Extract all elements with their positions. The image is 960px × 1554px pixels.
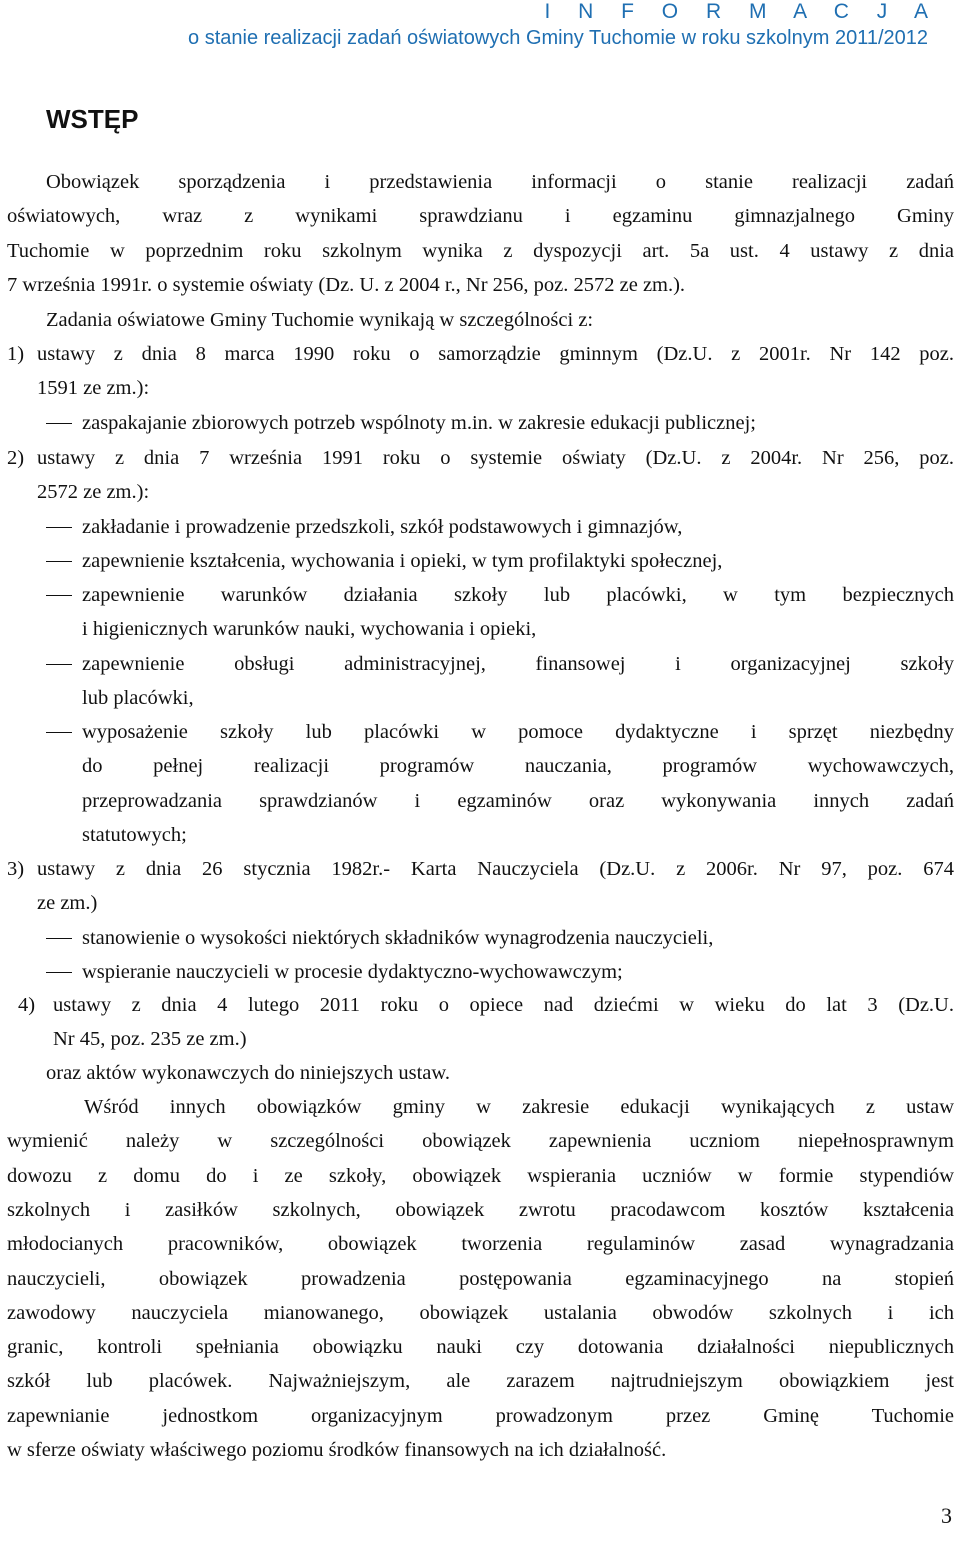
- list-item-text: ustawy z dnia 26 stycznia 1982r.- Karta Nauczyciela (Dz.U. z 2006r. Nr 97, poz. 674: [37, 858, 954, 880]
- dash-bullet-icon: [46, 595, 72, 596]
- list-item-text: ustawy z dnia 7 września 1991 roku o systemie oświaty (Dz.U. z 2004r. Nr 256, poz.: [37, 447, 954, 469]
- bullet-text: zapewnienie kształcenia, wychowania i opieki, w tym profilaktyki społecznej,: [82, 550, 723, 572]
- dash-bullet-icon: [46, 732, 72, 733]
- intro-line-5: Zadania oświatowe Gminy Tuchomie wynikają w szczególności z:: [46, 309, 594, 331]
- list-item-number: 3): [7, 858, 25, 880]
- paragraph-line: w sferze oświaty właściwego poziomu środków finansowych na ich działalność.: [7, 1439, 667, 1461]
- paragraph-line: dowozu z domu do i ze szkoły, obowiązek wspierania uczniów w formie stypendiów: [7, 1164, 954, 1187]
- bullet-text: stanowienie o wysokości niektórych składników wynagrodzenia nauczycieli,: [82, 927, 714, 949]
- list-item-text: ze zm.): [37, 892, 98, 915]
- header-title: I N F O R M A C J A: [544, 0, 939, 23]
- intro-line-3: Tuchomie w poprzednim roku szkolnym wynika z dyspozycji art. 5a ust. 4 ustawy z dnia: [7, 240, 954, 262]
- bullet-text: wyposażenie szkoły lub placówki w pomoce dydaktyczne i sprzęt niezbędny: [82, 721, 954, 743]
- paragraph-line: Wśród innych obowiązków gminy w zakresie edukacji wynikających z ustaw: [84, 1096, 954, 1118]
- list-item-text: ustawy z dnia 8 marca 1990 roku o samorządzie gminnym (Dz.U. z 2001r. Nr 142 poz.: [37, 343, 954, 365]
- bullet-text: zaspakajanie zbiorowych potrzeb wspólnoty m.in. w zakresie edukacji publicznej;: [82, 412, 756, 434]
- bullet-text: zapewnienie warunków działania szkoły lub placówki, w tym bezpiecznych: [82, 584, 954, 606]
- header-subtitle: o stanie realizacji zadań oświatowych Gminy Tuchomie w roku szkolnym 2011/2012: [188, 27, 928, 49]
- bullet-text: wspieranie nauczycieli w procesie dydaktyczno-wychowawczym;: [82, 961, 623, 983]
- paragraph-line: szkolnych i zasiłków szkolnych, obowiązek zwrotu pracodawcom kosztów kształcenia: [7, 1198, 954, 1221]
- paragraph-line: młodocianych pracowników, obowiązek tworzenia regulaminów zasad wynagradzania: [7, 1233, 954, 1256]
- bullet-text: zakładanie i prowadzenie przedszkoli, szkół podstawowych i gimnazjów,: [82, 516, 683, 538]
- list-item-number: 1): [7, 343, 25, 365]
- dash-bullet-icon: [46, 972, 72, 973]
- list-item-text: 1591 ze zm.):: [37, 377, 150, 400]
- bullet-text: i higienicznych warunków nauki, wychowania i opieki,: [82, 618, 537, 641]
- list-item-text: ustawy z dnia 4 lutego 2011 roku o opiece nad dziećmi w wieku do lat 3 (Dz.U.: [53, 994, 954, 1016]
- paragraph-line: szkół lub placówek. Najważniejszym, ale zarazem najtrudniejszym obowiązkiem jest: [7, 1370, 954, 1393]
- dash-bullet-icon: [46, 423, 72, 424]
- dash-bullet-icon: [46, 527, 72, 528]
- bullet-text: statutowych;: [82, 823, 187, 846]
- list-item-text: 2572 ze zm.):: [37, 481, 150, 504]
- list-item-text: Nr 45, poz. 235 ze zm.): [53, 1028, 247, 1051]
- section-title: WSTĘP: [46, 104, 139, 134]
- intro-line-4: 7 września 1991r. o systemie oświaty (Dz. U. z 2004 r., Nr 256, poz. 2572 ze zm.).: [7, 274, 686, 296]
- paragraph-line: wymienić należy w szczególności obowiązek zapewnienia uczniom niepełnosprawnym: [7, 1130, 954, 1153]
- page-number: 3: [941, 1503, 952, 1528]
- list-item-number: 4): [18, 994, 36, 1016]
- list-item-number: 2): [7, 447, 25, 469]
- intro-line-1: Obowiązek sporządzenia i przedstawienia informacji o stanie realizacji zadań: [46, 171, 954, 193]
- bullet-text: przeprowadzania sprawdzianów i egzaminów oraz wykonywania innych zadań: [82, 789, 954, 812]
- paragraph-line: zapewnianie jednostkom organizacyjnym prowadzonym przez Gminę Tuchomie: [7, 1404, 954, 1427]
- paragraph-line: zawodowy nauczyciela mianowanego, obowiązek ustalania obwodów szkolnych i ich: [7, 1301, 954, 1324]
- document-header: [188, 0, 939, 52]
- closing-line: oraz aktów wykonawczych do niniejszych ustaw.: [46, 1062, 450, 1084]
- dash-bullet-icon: [46, 561, 72, 562]
- paragraph-line: nauczycieli, obowiązek prowadzenia postępowania egzaminacyjnego na stopień: [7, 1267, 954, 1290]
- dash-bullet-icon: [46, 938, 72, 939]
- bullet-text: lub placówki,: [82, 687, 194, 710]
- bullet-text: do pełnej realizacji programów nauczania, programów wychowawczych,: [82, 755, 954, 778]
- bullet-text: zapewnienie obsługi administracyjnej, finansowej i organizacyjnej szkoły: [82, 653, 954, 675]
- paragraph-line: granic, kontroli spełniania obowiązku nauki czy dotowania działalności niepublicznych: [7, 1336, 954, 1359]
- dash-bullet-icon: [46, 664, 72, 665]
- intro-line-2: oświatowych, wraz z wynikami sprawdzianu i egzaminu gimnazjalnego Gminy: [7, 205, 954, 227]
